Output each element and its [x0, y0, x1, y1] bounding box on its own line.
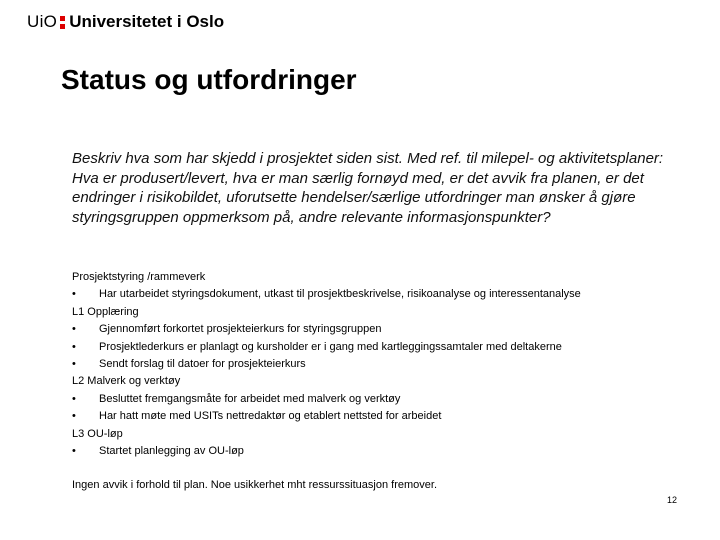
- list-item: [72, 408, 672, 425]
- list-item-text: Har utarbeidet styringsdokument, utkast til prosjektbeskrivelse, risikoanalyse og interessentanalyse: [99, 288, 581, 301]
- logo-colon-icon: [60, 16, 65, 29]
- section-heading: L1 Opplæring: [72, 305, 139, 318]
- bullet-icon: •: [72, 358, 76, 371]
- intro-text: Beskriv hva som har skjedd i prosjektet siden sist. Med ref. til milepel- og aktivitetsplaner: Hva er produsert/levert, hva er man særlig fornøyd med, er det avvik fra planen, er det endringer i risikobildet, uforutsette hendelser/særlige utfordringer man ønsker å gjøre styringsgruppen oppmerksom på, andre relevante informasjonspunkter?: [72, 150, 664, 226]
- list-item-text: Besluttet fremgangsmåte for arbeidet med malverk og verktøy: [99, 392, 401, 405]
- slide-title: Status og utfordringer: [61, 64, 357, 95]
- bullet-icon: •: [72, 288, 76, 301]
- section-heading: L2 Malverk og verktøy: [72, 375, 181, 388]
- list-item: [72, 391, 672, 408]
- bullet-icon: •: [72, 445, 76, 458]
- status-details: [72, 269, 672, 460]
- bullet-icon: •: [72, 392, 76, 405]
- footer-note: Ingen avvik i forhold til plan. Noe usikkerhet mht ressurssituasjon fremover.: [72, 479, 437, 491]
- bullet-icon: •: [72, 340, 76, 353]
- list-item: [72, 339, 672, 356]
- section-heading: Prosjektstyring /rammeverk: [72, 271, 206, 283]
- list-item: [72, 286, 672, 303]
- list-item-text: Sendt forslag til datoer for prosjekteierkurs: [99, 358, 306, 371]
- list-item-text: Prosjektlederkurs er planlagt og kursholder er i gang med kartleggingssamtaler med deltakerne: [99, 340, 562, 353]
- logo-uio-text: UiO: [27, 12, 58, 31]
- uio-logo: [27, 12, 224, 32]
- list-item-text: Gjennomført forkortet prosjekteierkurs for styringsgruppen: [99, 323, 382, 336]
- list-item-text: Startet planlegging av OU-løp: [99, 445, 244, 458]
- list-item: [72, 321, 672, 338]
- page-number: 12: [666, 495, 677, 505]
- bullet-icon: •: [72, 410, 76, 423]
- list-item: [72, 356, 672, 373]
- logo-university-name: Universitetet i Oslo: [69, 12, 225, 31]
- list-item: [72, 443, 672, 460]
- bullet-icon: •: [72, 323, 76, 336]
- list-item-text: Har hatt møte med USITs nettredaktør og etablert nettsted for arbeidet: [99, 410, 442, 423]
- section-heading: L3 OU-løp: [72, 427, 123, 440]
